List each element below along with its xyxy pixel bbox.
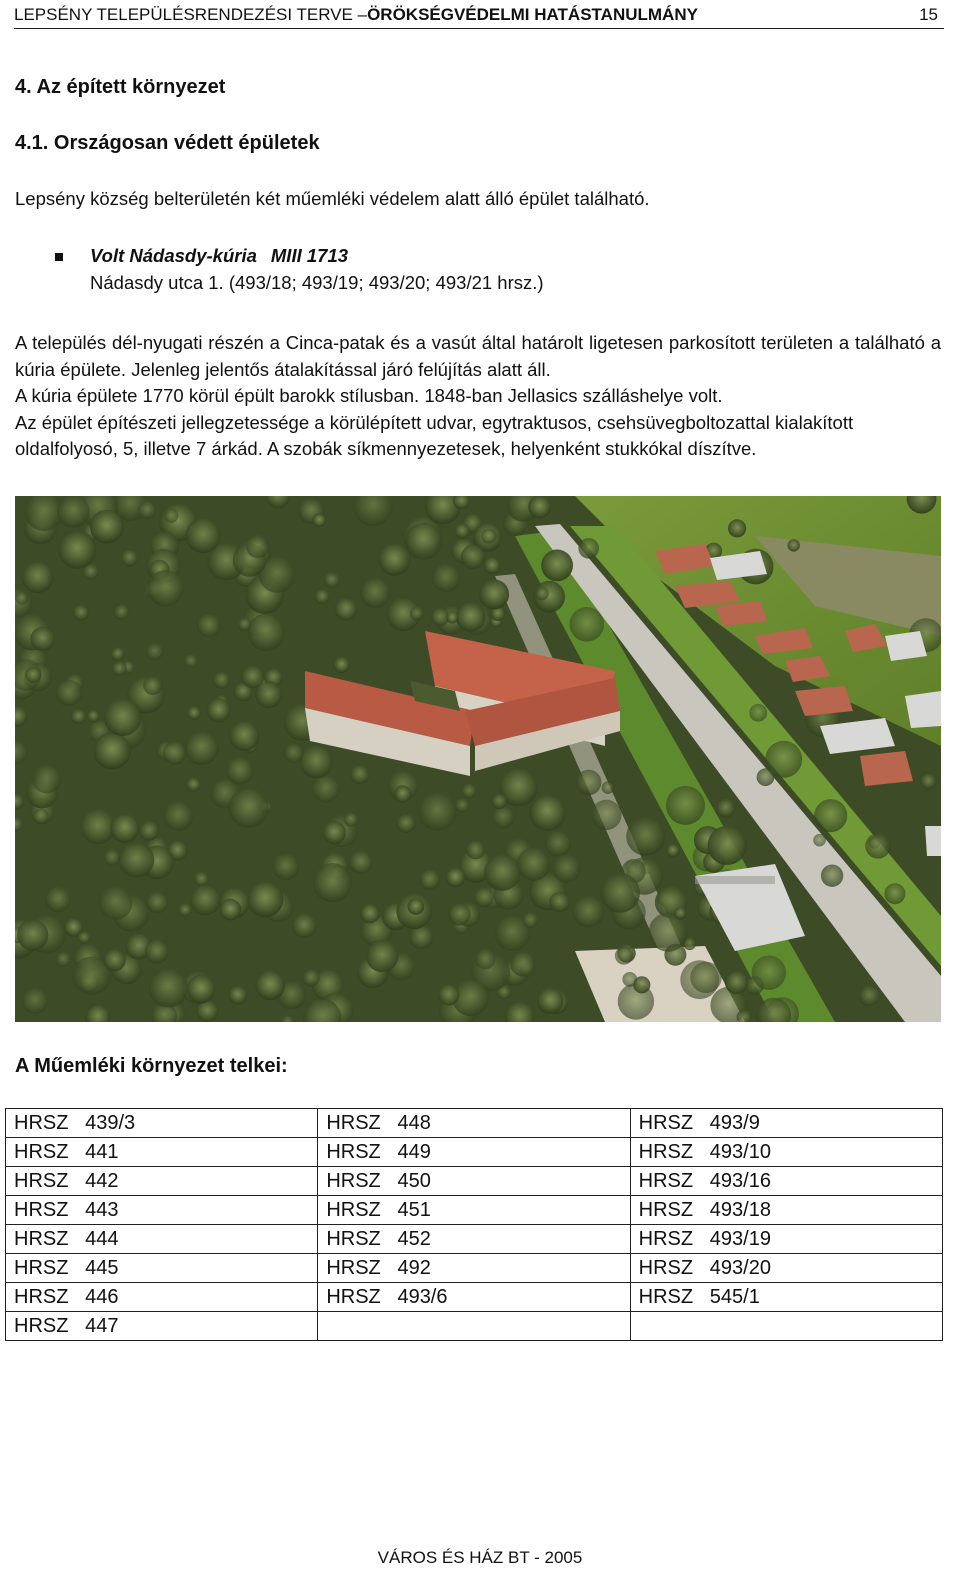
table-cell: HRSZ 448	[318, 1109, 630, 1138]
table-cell: HRSZ 452	[318, 1225, 630, 1254]
table-cell: HRSZ 493/6	[318, 1283, 630, 1312]
header-title	[14, 2, 698, 28]
table-cell: HRSZ 449	[318, 1138, 630, 1167]
page-footer: VÁROS ÉS HÁZ BT - 2005	[377, 1548, 583, 1567]
description-paragraph: A település dél-nyugati részén a Cinca-patak és a vasút által határolt ligetesen parkosított területen a található a kúria épülete. Jelenleg jelentős átalakítással járó felújítás alatt áll.	[15, 332, 941, 380]
table-row	[6, 1283, 943, 1312]
section-heading: 4. Az épített környezet	[15, 76, 226, 98]
table-cell: HRSZ 451	[318, 1196, 630, 1225]
header-title-bold: ÖRÖKSÉGVÉDELMI HATÁSTANULMÁNY	[367, 5, 698, 24]
monument-code: MIII 1713	[270, 245, 349, 266]
table-cell	[318, 1312, 630, 1341]
table-cell: HRSZ 442	[6, 1167, 318, 1196]
table-row	[6, 1167, 943, 1196]
monument-title	[90, 245, 348, 267]
table-cell: HRSZ 493/19	[630, 1225, 942, 1254]
bullet-square-icon	[55, 253, 63, 261]
description-paragraph: A kúria épülete 1770 körül épült barokk stílusban. 1848-ban Jellasics szálláshelye volt.	[15, 385, 723, 406]
page-header	[14, 2, 944, 29]
table-row	[6, 1109, 943, 1138]
monument-name: Volt Nádasdy-kúria	[90, 245, 257, 266]
table-cell: HRSZ 493/9	[630, 1109, 942, 1138]
table-cell: HRSZ 447	[6, 1312, 318, 1341]
header-title-plain: LEPSÉNY TELEPÜLÉSRENDEZÉSI TERVE –	[14, 5, 368, 24]
description-paragraph: Az épület építészeti jellegzetessége a körülépített udvar, egytraktusos, csehsüvegboltozattal kialakított oldalfolyosó, 5, illetve 7 árkád. A szobák síkmennyezetesek, helyenként stukkókal díszítve.	[15, 411, 854, 459]
table-row	[6, 1196, 943, 1225]
table-cell: HRSZ 493/18	[630, 1196, 942, 1225]
monument-address: Nádasdy utca 1. (493/18; 493/19; 493/20; 493/21 hrsz.)	[90, 272, 544, 293]
table-row	[6, 1138, 943, 1167]
table-row	[6, 1312, 943, 1341]
table-cell: HRSZ 493/10	[630, 1138, 942, 1167]
table-cell	[630, 1312, 942, 1341]
description	[15, 330, 941, 463]
plots-table	[5, 1108, 943, 1341]
table-row	[6, 1254, 943, 1283]
table-row	[6, 1225, 943, 1254]
table-cell: HRSZ 443	[6, 1196, 318, 1225]
table-cell: HRSZ 441	[6, 1138, 318, 1167]
table-cell: HRSZ 493/20	[630, 1254, 942, 1283]
table-cell: HRSZ 492	[318, 1254, 630, 1283]
table-cell: HRSZ 445	[6, 1254, 318, 1283]
table-cell: HRSZ 439/3	[6, 1109, 318, 1138]
table-cell: HRSZ 444	[6, 1225, 318, 1254]
table-cell: HRSZ 545/1	[630, 1283, 942, 1312]
page-number: 15	[919, 5, 938, 24]
table-cell: HRSZ 450	[318, 1167, 630, 1196]
table-cell: HRSZ 493/16	[630, 1167, 942, 1196]
subsection-heading: 4.1. Országosan védett épületek	[15, 132, 320, 154]
intro-paragraph: Lepsény község belterületén két műemléki védelem alatt álló épület található.	[15, 188, 650, 209]
table-cell: HRSZ 446	[6, 1283, 318, 1312]
aerial-photo	[15, 496, 941, 1022]
plots-heading: A Műemléki környezet telkei:	[15, 1055, 288, 1077]
